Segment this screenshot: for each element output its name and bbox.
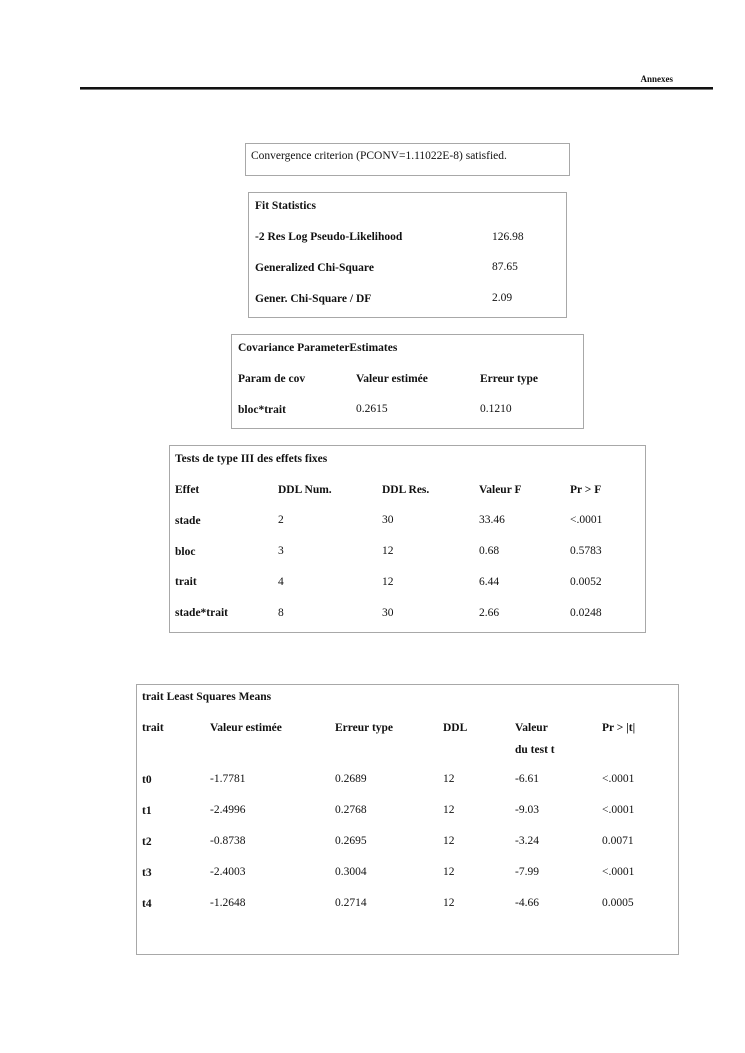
lsmeans-p-value: <.0001 <box>602 866 635 878</box>
lsmeans-t-value: -3.24 <box>515 835 539 847</box>
covariance-col-header: Valeur estimée <box>356 373 428 385</box>
lsmeans-p-value: 0.0071 <box>602 835 634 847</box>
convergence-message: Convergence criterion (PCONV=1.11022E-8) satisfied. <box>251 150 507 162</box>
lsmeans-col-header: Valeur estimée <box>210 722 282 734</box>
lsmeans-ddl: 12 <box>443 835 455 847</box>
lsmeans-stderr: 0.3004 <box>335 866 367 878</box>
lsmeans-estimate: -2.4003 <box>210 866 246 878</box>
lsmeans-col-header: Pr > |t| <box>602 722 636 734</box>
lsmeans-title: trait Least Squares Means <box>142 691 272 703</box>
type3-p-value: 0.0052 <box>570 576 602 588</box>
lsmeans-stderr: 0.2714 <box>335 897 367 909</box>
type3-ddl-num: 3 <box>278 545 284 557</box>
lsmeans-t-value: -7.99 <box>515 866 539 878</box>
lsmeans-col-header: Valeur <box>515 722 548 734</box>
lsmeans-estimate: -1.2648 <box>210 897 246 909</box>
type3-ddl-res: 12 <box>382 576 394 588</box>
covariance-table <box>231 334 584 429</box>
type3-p-value: 0.0248 <box>570 607 602 619</box>
type3-col-header: Valeur F <box>479 484 522 496</box>
type3-ddl-num: 8 <box>278 607 284 619</box>
lsmeans-trait: t4 <box>142 898 152 910</box>
lsmeans-trait: t3 <box>142 867 152 879</box>
fit-statistics-title: Fit Statistics <box>255 200 317 212</box>
lsmeans-trait: t1 <box>142 805 152 817</box>
convergence-box <box>245 143 570 176</box>
fit-stat-value: 126.98 <box>492 231 524 243</box>
fit-stat-value: 2.09 <box>492 292 513 304</box>
type3-tests-table <box>169 445 646 633</box>
lsmeans-col-header: trait <box>142 722 164 734</box>
lsmeans-t-value: -6.61 <box>515 773 539 785</box>
fit-stat-label: Gener. Chi-Square / DF <box>255 293 372 305</box>
lsmeans-stderr: 0.2695 <box>335 835 367 847</box>
lsmeans-stderr: 0.2689 <box>335 773 367 785</box>
lsmeans-trait: t2 <box>142 836 152 848</box>
lsmeans-col-header: DDL <box>443 722 468 734</box>
lsmeans-table <box>136 684 679 955</box>
type3-p-value: 0.5783 <box>570 545 602 557</box>
type3-effect: stade*trait <box>175 607 229 619</box>
type3-effect: stade <box>175 515 201 527</box>
lsmeans-ddl: 12 <box>443 866 455 878</box>
lsmeans-ddl: 12 <box>443 773 455 785</box>
type3-ddl-res: 12 <box>382 545 394 557</box>
section-header: Annexes <box>640 74 673 84</box>
fit-statistics-table <box>248 192 567 318</box>
type3-col-header: DDL Res. <box>382 484 430 496</box>
type3-p-value: <.0001 <box>570 514 603 526</box>
lsmeans-col-subheader: du test t <box>515 744 555 756</box>
type3-ddl-res: 30 <box>382 607 394 619</box>
lsmeans-p-value: <.0001 <box>602 804 635 816</box>
type3-col-header: Pr > F <box>570 484 602 496</box>
covariance-stderr: 0.1210 <box>480 403 512 415</box>
lsmeans-p-value: 0.0005 <box>602 897 634 909</box>
type3-ddl-res: 30 <box>382 514 394 526</box>
covariance-col-header: Param de cov <box>238 373 306 385</box>
lsmeans-estimate: -0.8738 <box>210 835 246 847</box>
lsmeans-ddl: 12 <box>443 804 455 816</box>
header-rule <box>80 87 713 90</box>
type3-col-header: Effet <box>175 484 200 496</box>
type3-effect: trait <box>175 576 197 588</box>
type3-col-header: DDL Num. <box>278 484 332 496</box>
fit-stat-label: -2 Res Log Pseudo-Likelihood <box>255 231 403 243</box>
lsmeans-col-header: Erreur type <box>335 722 394 734</box>
type3-title: Tests de type III des effets fixes <box>175 453 328 465</box>
lsmeans-p-value: <.0001 <box>602 773 635 785</box>
lsmeans-trait: t0 <box>142 774 152 786</box>
type3-ddl-num: 4 <box>278 576 284 588</box>
lsmeans-t-value: -4.66 <box>515 897 539 909</box>
covariance-estimate: 0.2615 <box>356 403 388 415</box>
type3-f-value: 6.44 <box>479 576 500 588</box>
type3-effect: bloc <box>175 546 196 558</box>
type3-f-value: 0.68 <box>479 545 500 557</box>
lsmeans-stderr: 0.2768 <box>335 804 367 816</box>
type3-f-value: 2.66 <box>479 607 500 619</box>
lsmeans-estimate: -2.4996 <box>210 804 246 816</box>
fit-stat-value: 87.65 <box>492 261 518 273</box>
lsmeans-estimate: -1.7781 <box>210 773 246 785</box>
lsmeans-ddl: 12 <box>443 897 455 909</box>
type3-f-value: 33.46 <box>479 514 505 526</box>
lsmeans-t-value: -9.03 <box>515 804 539 816</box>
type3-ddl-num: 2 <box>278 514 284 526</box>
covariance-param: bloc*trait <box>238 404 286 416</box>
covariance-col-header: Erreur type <box>480 373 539 385</box>
covariance-title: Covariance ParameterEstimates <box>238 342 398 354</box>
fit-stat-label: Generalized Chi-Square <box>255 262 374 274</box>
